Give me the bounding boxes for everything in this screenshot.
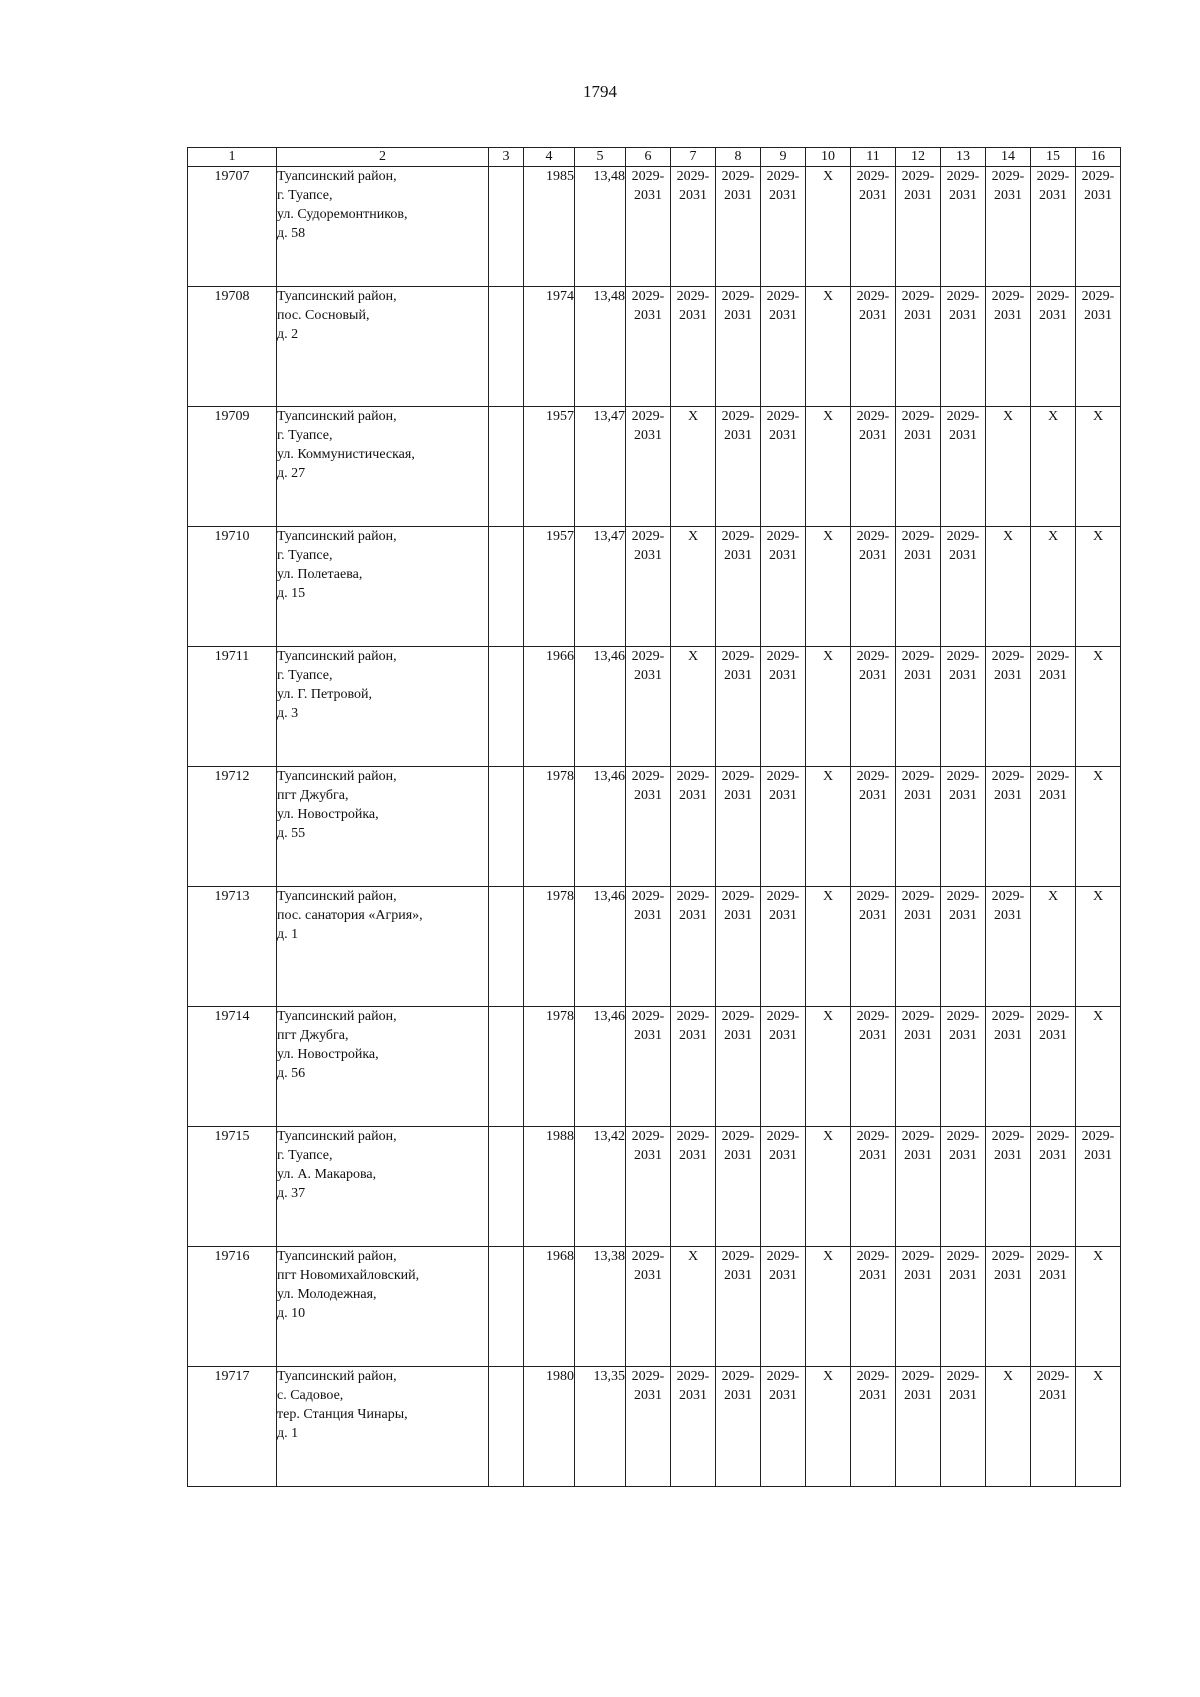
address-line: пгт Джубга, xyxy=(277,788,349,803)
value-cell: 13,48 xyxy=(575,287,626,407)
period-cell: 2029- 2031 xyxy=(941,1247,986,1367)
row-id: 19707 xyxy=(188,167,277,287)
column-header-2: 2 xyxy=(277,148,489,167)
empty-cell xyxy=(489,767,524,887)
address-cell xyxy=(277,1127,489,1247)
value-cell: 13,48 xyxy=(575,167,626,287)
address-line: Туапсинский район, xyxy=(277,409,397,424)
empty-cell xyxy=(489,1247,524,1367)
period-cell: 2029- 2031 xyxy=(851,767,896,887)
year-cell: 1957 xyxy=(524,407,575,527)
period-cell: 2029- 2031 xyxy=(851,167,896,287)
period-cell: 2029- 2031 xyxy=(716,527,761,647)
period-cell: 2029- 2031 xyxy=(761,887,806,1007)
period-cell: 2029- 2031 xyxy=(896,887,941,1007)
table-row xyxy=(188,167,1121,287)
period-cell: 2029- 2031 xyxy=(896,1367,941,1487)
address-line: пгт Джубга, xyxy=(277,1028,349,1043)
period-cell: 2029- 2031 xyxy=(941,407,986,527)
period-cell: 2029- 2031 xyxy=(1031,1007,1076,1127)
address-line: Туапсинский район, xyxy=(277,1129,397,1144)
period-cell: 2029- 2031 xyxy=(1031,287,1076,407)
year-cell: 1978 xyxy=(524,1007,575,1127)
period-cell: 2029- 2031 xyxy=(851,1367,896,1487)
row-id: 19711 xyxy=(188,647,277,767)
table-row xyxy=(188,1247,1121,1367)
address-line: д. 1 xyxy=(277,927,299,942)
period-cell: 2029- 2031 xyxy=(761,647,806,767)
address-line: Туапсинский район, xyxy=(277,889,397,904)
period-cell: 2029- 2031 xyxy=(941,1127,986,1247)
empty-cell xyxy=(489,407,524,527)
value-cell: 13,47 xyxy=(575,407,626,527)
address-cell xyxy=(277,167,489,287)
period-cell: 2029- 2031 xyxy=(761,287,806,407)
period-cell: 2029- 2031 xyxy=(986,647,1031,767)
empty-cell xyxy=(489,647,524,767)
period-cell: 2029- 2031 xyxy=(1031,767,1076,887)
period-cell: 2029- 2031 xyxy=(1031,167,1076,287)
period-cell: 2029- 2031 xyxy=(761,1367,806,1487)
table-row xyxy=(188,887,1121,1007)
period-cell: 2029- 2031 xyxy=(671,1367,716,1487)
period-cell: 2029- 2031 xyxy=(896,1007,941,1127)
address-line: Туапсинский район, xyxy=(277,649,397,664)
period-cell: 2029- 2031 xyxy=(941,287,986,407)
period-cell: 2029- 2031 xyxy=(671,1007,716,1127)
period-cell: 2029- 2031 xyxy=(716,647,761,767)
period-cell: 2029- 2031 xyxy=(761,527,806,647)
period-cell: 2029- 2031 xyxy=(626,1367,671,1487)
x-mark-cell: X xyxy=(671,1247,716,1367)
row-id: 19713 xyxy=(188,887,277,1007)
x-mark-cell: X xyxy=(671,407,716,527)
period-cell: 2029- 2031 xyxy=(671,1127,716,1247)
year-cell: 1974 xyxy=(524,287,575,407)
address-line: г. Туапсе, xyxy=(277,668,333,683)
address-line: г. Туапсе, xyxy=(277,548,333,563)
table-row xyxy=(188,1127,1121,1247)
address-line: д. 1 xyxy=(277,1426,299,1441)
period-cell: 2029- 2031 xyxy=(941,527,986,647)
period-cell: 2029- 2031 xyxy=(896,527,941,647)
table-row xyxy=(188,407,1121,527)
period-cell: 2029- 2031 xyxy=(896,647,941,767)
period-cell: 2029- 2031 xyxy=(986,1247,1031,1367)
period-cell: 2029- 2031 xyxy=(626,887,671,1007)
column-header-13: 13 xyxy=(941,148,986,167)
x-mark-cell: X xyxy=(1076,887,1121,1007)
address-line: д. 2 xyxy=(277,327,299,342)
address-line: г. Туапсе, xyxy=(277,428,333,443)
period-cell: 2029- 2031 xyxy=(941,887,986,1007)
x-mark-cell: X xyxy=(806,1247,851,1367)
period-cell: 2029- 2031 xyxy=(671,287,716,407)
year-cell: 1978 xyxy=(524,767,575,887)
column-number-row xyxy=(188,148,1121,167)
period-cell: 2029- 2031 xyxy=(986,287,1031,407)
empty-cell xyxy=(489,1367,524,1487)
year-cell: 1985 xyxy=(524,167,575,287)
address-line: г. Туапсе, xyxy=(277,1148,333,1163)
address-line: д. 3 xyxy=(277,706,299,721)
period-cell: 2029- 2031 xyxy=(716,1007,761,1127)
x-mark-cell: X xyxy=(986,1367,1031,1487)
period-cell: 2029- 2031 xyxy=(1031,1367,1076,1487)
column-header-9: 9 xyxy=(761,148,806,167)
row-id: 19708 xyxy=(188,287,277,407)
address-line: д. 27 xyxy=(277,466,306,481)
address-line: Туапсинский район, xyxy=(277,529,397,544)
address-line: ул. Судоремонтников, xyxy=(277,207,408,222)
address-cell xyxy=(277,1367,489,1487)
period-cell: 2029- 2031 xyxy=(626,1127,671,1247)
period-cell: 2029- 2031 xyxy=(986,167,1031,287)
address-line: пос. Сосновый, xyxy=(277,308,370,323)
period-cell: 2029- 2031 xyxy=(626,1247,671,1367)
row-id: 19714 xyxy=(188,1007,277,1127)
x-mark-cell: X xyxy=(806,167,851,287)
address-line: д. 55 xyxy=(277,826,306,841)
row-id: 19715 xyxy=(188,1127,277,1247)
period-cell: 2029- 2031 xyxy=(851,1247,896,1367)
period-cell: 2029- 2031 xyxy=(716,1247,761,1367)
address-line: Туапсинский район, xyxy=(277,169,397,184)
empty-cell xyxy=(489,887,524,1007)
address-line: ул. Новостройка, xyxy=(277,807,379,822)
column-header-11: 11 xyxy=(851,148,896,167)
x-mark-cell: X xyxy=(1076,527,1121,647)
address-cell xyxy=(277,1247,489,1367)
value-cell: 13,46 xyxy=(575,767,626,887)
x-mark-cell: X xyxy=(806,287,851,407)
column-header-8: 8 xyxy=(716,148,761,167)
x-mark-cell: X xyxy=(1076,767,1121,887)
column-header-12: 12 xyxy=(896,148,941,167)
address-line: д. 10 xyxy=(277,1306,306,1321)
address-cell xyxy=(277,527,489,647)
address-line: с. Садовое, xyxy=(277,1388,344,1403)
period-cell: 2029- 2031 xyxy=(896,1247,941,1367)
period-cell: 2029- 2031 xyxy=(851,887,896,1007)
address-line: ул. Коммунистическая, xyxy=(277,447,415,462)
value-cell: 13,42 xyxy=(575,1127,626,1247)
x-mark-cell: X xyxy=(671,647,716,767)
column-header-15: 15 xyxy=(1031,148,1076,167)
period-cell: 2029- 2031 xyxy=(851,287,896,407)
period-cell: 2029- 2031 xyxy=(986,767,1031,887)
period-cell: 2029- 2031 xyxy=(941,1367,986,1487)
column-header-16: 16 xyxy=(1076,148,1121,167)
column-header-4: 4 xyxy=(524,148,575,167)
column-header-7: 7 xyxy=(671,148,716,167)
row-id: 19710 xyxy=(188,527,277,647)
x-mark-cell: X xyxy=(1076,647,1121,767)
table-row xyxy=(188,527,1121,647)
period-cell: 2029- 2031 xyxy=(1031,647,1076,767)
address-line: ул. А. Макарова, xyxy=(277,1167,377,1182)
address-line: Туапсинский район, xyxy=(277,1369,397,1384)
column-header-14: 14 xyxy=(986,148,1031,167)
address-line: ул. Новостройка, xyxy=(277,1047,379,1062)
housing-table xyxy=(187,147,1121,1487)
address-line: Туапсинский район, xyxy=(277,1009,397,1024)
period-cell: 2029- 2031 xyxy=(941,167,986,287)
address-cell xyxy=(277,407,489,527)
table-row xyxy=(188,287,1121,407)
table-row xyxy=(188,1007,1121,1127)
period-cell: 2029- 2031 xyxy=(626,167,671,287)
period-cell: 2029- 2031 xyxy=(716,407,761,527)
period-cell: 2029- 2031 xyxy=(761,1007,806,1127)
year-cell: 1966 xyxy=(524,647,575,767)
address-line: г. Туапсе, xyxy=(277,188,333,203)
period-cell: 2029- 2031 xyxy=(626,1007,671,1127)
period-cell: 2029- 2031 xyxy=(1076,167,1121,287)
period-cell: 2029- 2031 xyxy=(941,647,986,767)
empty-cell xyxy=(489,167,524,287)
table-row xyxy=(188,767,1121,887)
period-cell: 2029- 2031 xyxy=(1076,1127,1121,1247)
period-cell: 2029- 2031 xyxy=(1076,287,1121,407)
row-id: 19709 xyxy=(188,407,277,527)
period-cell: 2029- 2031 xyxy=(716,887,761,1007)
address-cell xyxy=(277,287,489,407)
period-cell: 2029- 2031 xyxy=(896,407,941,527)
empty-cell xyxy=(489,1127,524,1247)
row-id: 19716 xyxy=(188,1247,277,1367)
address-line: тер. Станция Чинары, xyxy=(277,1407,408,1422)
period-cell: 2029- 2031 xyxy=(896,767,941,887)
value-cell: 13,47 xyxy=(575,527,626,647)
x-mark-cell: X xyxy=(806,767,851,887)
period-cell: 2029- 2031 xyxy=(761,767,806,887)
address-line: Туапсинский район, xyxy=(277,769,397,784)
column-header-3: 3 xyxy=(489,148,524,167)
x-mark-cell: X xyxy=(986,407,1031,527)
period-cell: 2029- 2031 xyxy=(716,1127,761,1247)
period-cell: 2029- 2031 xyxy=(671,767,716,887)
period-cell: 2029- 2031 xyxy=(941,767,986,887)
period-cell: 2029- 2031 xyxy=(851,527,896,647)
period-cell: 2029- 2031 xyxy=(896,1127,941,1247)
period-cell: 2029- 2031 xyxy=(716,767,761,887)
x-mark-cell: X xyxy=(986,527,1031,647)
period-cell: 2029- 2031 xyxy=(761,167,806,287)
x-mark-cell: X xyxy=(806,887,851,1007)
period-cell: 2029- 2031 xyxy=(851,1127,896,1247)
address-cell xyxy=(277,647,489,767)
year-cell: 1980 xyxy=(524,1367,575,1487)
address-line: д. 37 xyxy=(277,1186,306,1201)
x-mark-cell: X xyxy=(806,1367,851,1487)
x-mark-cell: X xyxy=(806,647,851,767)
period-cell: 2029- 2031 xyxy=(671,887,716,1007)
address-cell xyxy=(277,767,489,887)
period-cell: 2029- 2031 xyxy=(761,407,806,527)
year-cell: 1957 xyxy=(524,527,575,647)
x-mark-cell: X xyxy=(1076,407,1121,527)
empty-cell xyxy=(489,1007,524,1127)
column-header-6: 6 xyxy=(626,148,671,167)
table-body xyxy=(188,167,1121,1487)
period-cell: 2029- 2031 xyxy=(986,887,1031,1007)
period-cell: 2029- 2031 xyxy=(716,1367,761,1487)
year-cell: 1988 xyxy=(524,1127,575,1247)
x-mark-cell: X xyxy=(1031,887,1076,1007)
address-line: ул. Молодежная, xyxy=(277,1287,377,1302)
period-cell: 2029- 2031 xyxy=(626,287,671,407)
year-cell: 1978 xyxy=(524,887,575,1007)
row-id: 19717 xyxy=(188,1367,277,1487)
period-cell: 2029- 2031 xyxy=(896,287,941,407)
period-cell: 2029- 2031 xyxy=(1031,1247,1076,1367)
period-cell: 2029- 2031 xyxy=(626,407,671,527)
address-line: Туапсинский район, xyxy=(277,289,397,304)
page-number: 1794 xyxy=(583,82,617,101)
period-cell: 2029- 2031 xyxy=(761,1127,806,1247)
row-id: 19712 xyxy=(188,767,277,887)
x-mark-cell: X xyxy=(806,407,851,527)
year-cell: 1968 xyxy=(524,1247,575,1367)
value-cell: 13,35 xyxy=(575,1367,626,1487)
column-header-5: 5 xyxy=(575,148,626,167)
address-line: ул. Полетаева, xyxy=(277,567,363,582)
period-cell: 2029- 2031 xyxy=(896,167,941,287)
x-mark-cell: X xyxy=(806,527,851,647)
address-line: пгт Новомихайловский, xyxy=(277,1268,420,1283)
address-line: пос. санатория «Агрия», xyxy=(277,908,423,923)
x-mark-cell: X xyxy=(806,1007,851,1127)
period-cell: 2029- 2031 xyxy=(851,407,896,527)
column-header-10: 10 xyxy=(806,148,851,167)
address-line: ул. Г. Петровой, xyxy=(277,687,373,702)
period-cell: 2029- 2031 xyxy=(941,1007,986,1127)
table-row xyxy=(188,647,1121,767)
period-cell: 2029- 2031 xyxy=(626,647,671,767)
period-cell: 2029- 2031 xyxy=(986,1127,1031,1247)
x-mark-cell: X xyxy=(671,527,716,647)
empty-cell xyxy=(489,527,524,647)
address-cell xyxy=(277,1007,489,1127)
period-cell: 2029- 2031 xyxy=(761,1247,806,1367)
period-cell: 2029- 2031 xyxy=(671,167,716,287)
address-line: Туапсинский район, xyxy=(277,1249,397,1264)
empty-cell xyxy=(489,287,524,407)
period-cell: 2029- 2031 xyxy=(716,287,761,407)
period-cell: 2029- 2031 xyxy=(986,1007,1031,1127)
address-cell xyxy=(277,887,489,1007)
x-mark-cell: X xyxy=(1076,1007,1121,1127)
address-line: д. 56 xyxy=(277,1066,306,1081)
column-header-1: 1 xyxy=(188,148,277,167)
period-cell: 2029- 2031 xyxy=(626,767,671,887)
period-cell: 2029- 2031 xyxy=(851,1007,896,1127)
period-cell: 2029- 2031 xyxy=(851,647,896,767)
x-mark-cell: X xyxy=(1076,1367,1121,1487)
value-cell: 13,46 xyxy=(575,1007,626,1127)
x-mark-cell: X xyxy=(1031,527,1076,647)
x-mark-cell: X xyxy=(806,1127,851,1247)
value-cell: 13,46 xyxy=(575,647,626,767)
period-cell: 2029- 2031 xyxy=(626,527,671,647)
value-cell: 13,46 xyxy=(575,887,626,1007)
period-cell: 2029- 2031 xyxy=(716,167,761,287)
address-line: д. 15 xyxy=(277,586,306,601)
x-mark-cell: X xyxy=(1031,407,1076,527)
value-cell: 13,38 xyxy=(575,1247,626,1367)
table-row xyxy=(188,1367,1121,1487)
period-cell: 2029- 2031 xyxy=(1031,1127,1076,1247)
address-line: д. 58 xyxy=(277,226,306,241)
x-mark-cell: X xyxy=(1076,1247,1121,1367)
